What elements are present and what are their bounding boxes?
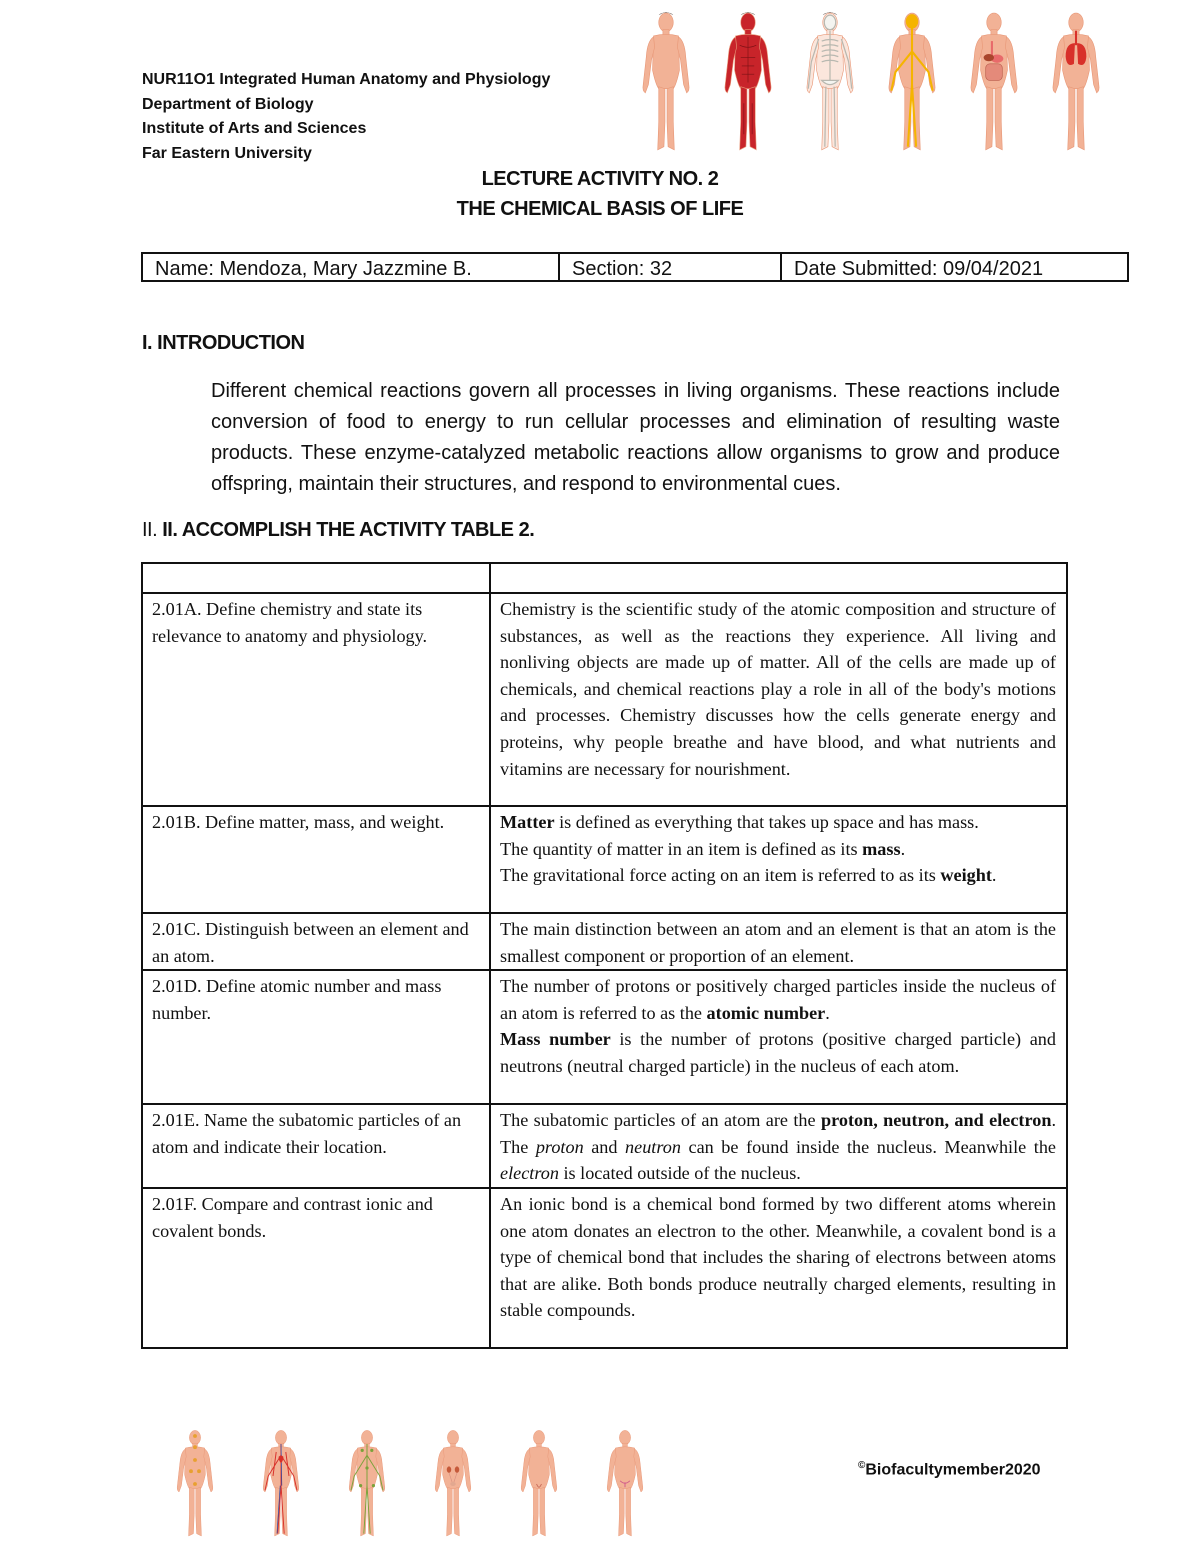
activity-heading [142,519,534,542]
body-figure-skeletal-icon [794,10,866,155]
question-cell: 2.01B. Define matter, mass, and weight. [142,806,490,913]
body-figure-reproductive-male-icon [509,1428,569,1540]
answer-text: can be found inside the nucleus. Meanwhile the [680,1136,1057,1157]
bold-term: proton, neutron, and electron [821,1110,1052,1131]
italic-term: neutron [625,1136,681,1157]
answer-text: The number of protons or positively charged particles inside the nucleus of an atom is referred to as the [500,976,1056,1023]
question-cell: 2.01D. Define atomic number and mass number. [142,970,490,1104]
table-row [142,806,1067,913]
answer-text: The quantity of matter in an item is defined as its [500,838,863,859]
bottom-body-figures [165,1428,675,1540]
bold-term: Mass number [500,1029,611,1050]
university: Far Eastern University [142,144,312,162]
copyright [858,1460,1041,1479]
answer-cell [490,1104,1067,1188]
department: Department of Biology [142,95,314,113]
answer-cell [490,593,1067,806]
table-row [142,913,1067,970]
student-name: Name: Mendoza, Mary Jazzmine B. [143,254,560,280]
answer-text: is defined as everything that takes up space and has mass. [554,812,979,832]
body-figure-endocrine-icon [165,1428,225,1540]
activity-table [141,562,1068,1349]
answer-text: The subatomic particles of an atom are the [500,1110,821,1131]
body-figure-respiratory-icon [1040,10,1112,155]
bold-term: weight [940,865,992,886]
body-figure-nervous-icon [876,10,948,155]
answer-cell [490,1188,1067,1348]
body-figure-muscular-icon [712,10,784,155]
activity-heading-text: II. ACCOMPLISH THE ACTIVITY TABLE 2. [162,519,535,541]
body-figure-reproductive-female-icon [595,1428,655,1540]
bold-term: mass [862,838,901,859]
question-cell: 2.01C. Distinguish between an element and an atom. [142,913,490,970]
introduction-body: Different chemical reactions govern all processes in living organisms. These reactions include conversion of food to energy to run cellular processes and elimination of resulting waste products. These enzyme-catalyzed metabolic reactions allow organisms to grow and produce offspring, maintain their structures, and respond to environmental cues. [211,380,1060,495]
bold-term: Matter [500,812,555,832]
table-row [142,1188,1067,1348]
table-row [142,593,1067,806]
answer-text: . The [500,1110,1056,1157]
answer-text: The gravitational force acting on an item is referred to as its [500,865,941,886]
student-info-table [141,252,1129,282]
answer-cell [490,970,1067,1104]
bold-term: atomic number [706,1002,826,1023]
copyright-symbol: © [858,1460,866,1471]
question-cell: 2.01E. Name the subatomic particles of an atom and indicate their location. [142,1104,490,1188]
course-title: NUR11O1 Integrated Human Anatomy and Physiology [142,71,551,88]
answer-cell [490,913,1067,970]
body-figure-cardiovascular-icon [251,1428,311,1540]
answer-text: is the number of protons (positive charged particle) and neutrons (neutral charged particle) in the nucleus of each atom. [500,1029,1056,1076]
introduction-heading: I. INTRODUCTION [142,332,305,354]
answer-text: The main distinction between an atom and an element is that an atom is the smallest component or proportion of an element. [500,919,1056,966]
answer-text: . [825,1002,830,1023]
answer-text: is located outside of the nucleus. [558,1163,801,1184]
body-figure-skin-icon [630,10,702,155]
italic-term: proton [535,1136,584,1157]
body-figure-lymphatic-icon [337,1428,397,1540]
activity-heading-prefix: II. [142,519,163,541]
top-body-figures [630,10,1130,155]
question-cell: 2.01A. Define chemistry and state its relevance to anatomy and physiology. [142,593,490,806]
copyright-text: Biofacultymember2020 [865,1461,1041,1479]
table-header-row [142,563,1067,593]
header-cell-question [142,563,490,593]
activity-title: LECTURE ACTIVITY NO. 2 [481,168,719,190]
table-row [142,1104,1067,1188]
answer-text: An ionic bond is a chemical bond formed by two different atoms wherein one atom donates an electron to the other. Meanwhile, a covalent bond is a type of chemical bond that includes the sharing of electrons between atoms that are alike. Both bonds produce neutrally charged elements, resulting in stable compounds. [500,1193,1056,1321]
answer-text: and [583,1136,626,1157]
answer-text: . [991,865,997,886]
answer-cell [490,806,1067,913]
header-cell-answer [490,563,1067,593]
italic-term: electron [500,1163,559,1184]
answer-text: . [900,838,906,859]
institute: Institute of Arts and Sciences [142,120,367,137]
header-block [142,68,550,166]
answer-text: Chemistry is the scientific study of the atomic composition and structure of substances, as well as the reactions they experience. All living and nonliving objects are made up of matter. All of the cells are made up of chemicals, and chemical reactions play a role in all of the body's motions and processes. Chemistry discusses how the cells generate energy and proteins, why people breathe and have blood, and what nutrients and vitamins are necessary for nourishment. [500,599,1056,779]
student-section: Section: 32 [560,254,782,280]
table-row [142,970,1067,1104]
date-submitted: Date Submitted: 09/04/2021 [794,258,1044,280]
body-figure-urinary-icon [423,1428,483,1540]
activity-subtitle: THE CHEMICAL BASIS OF LIFE [456,198,744,220]
question-cell: 2.01F. Compare and contrast ionic and covalent bonds. [142,1188,490,1348]
body-figure-digestive-icon [958,10,1030,155]
